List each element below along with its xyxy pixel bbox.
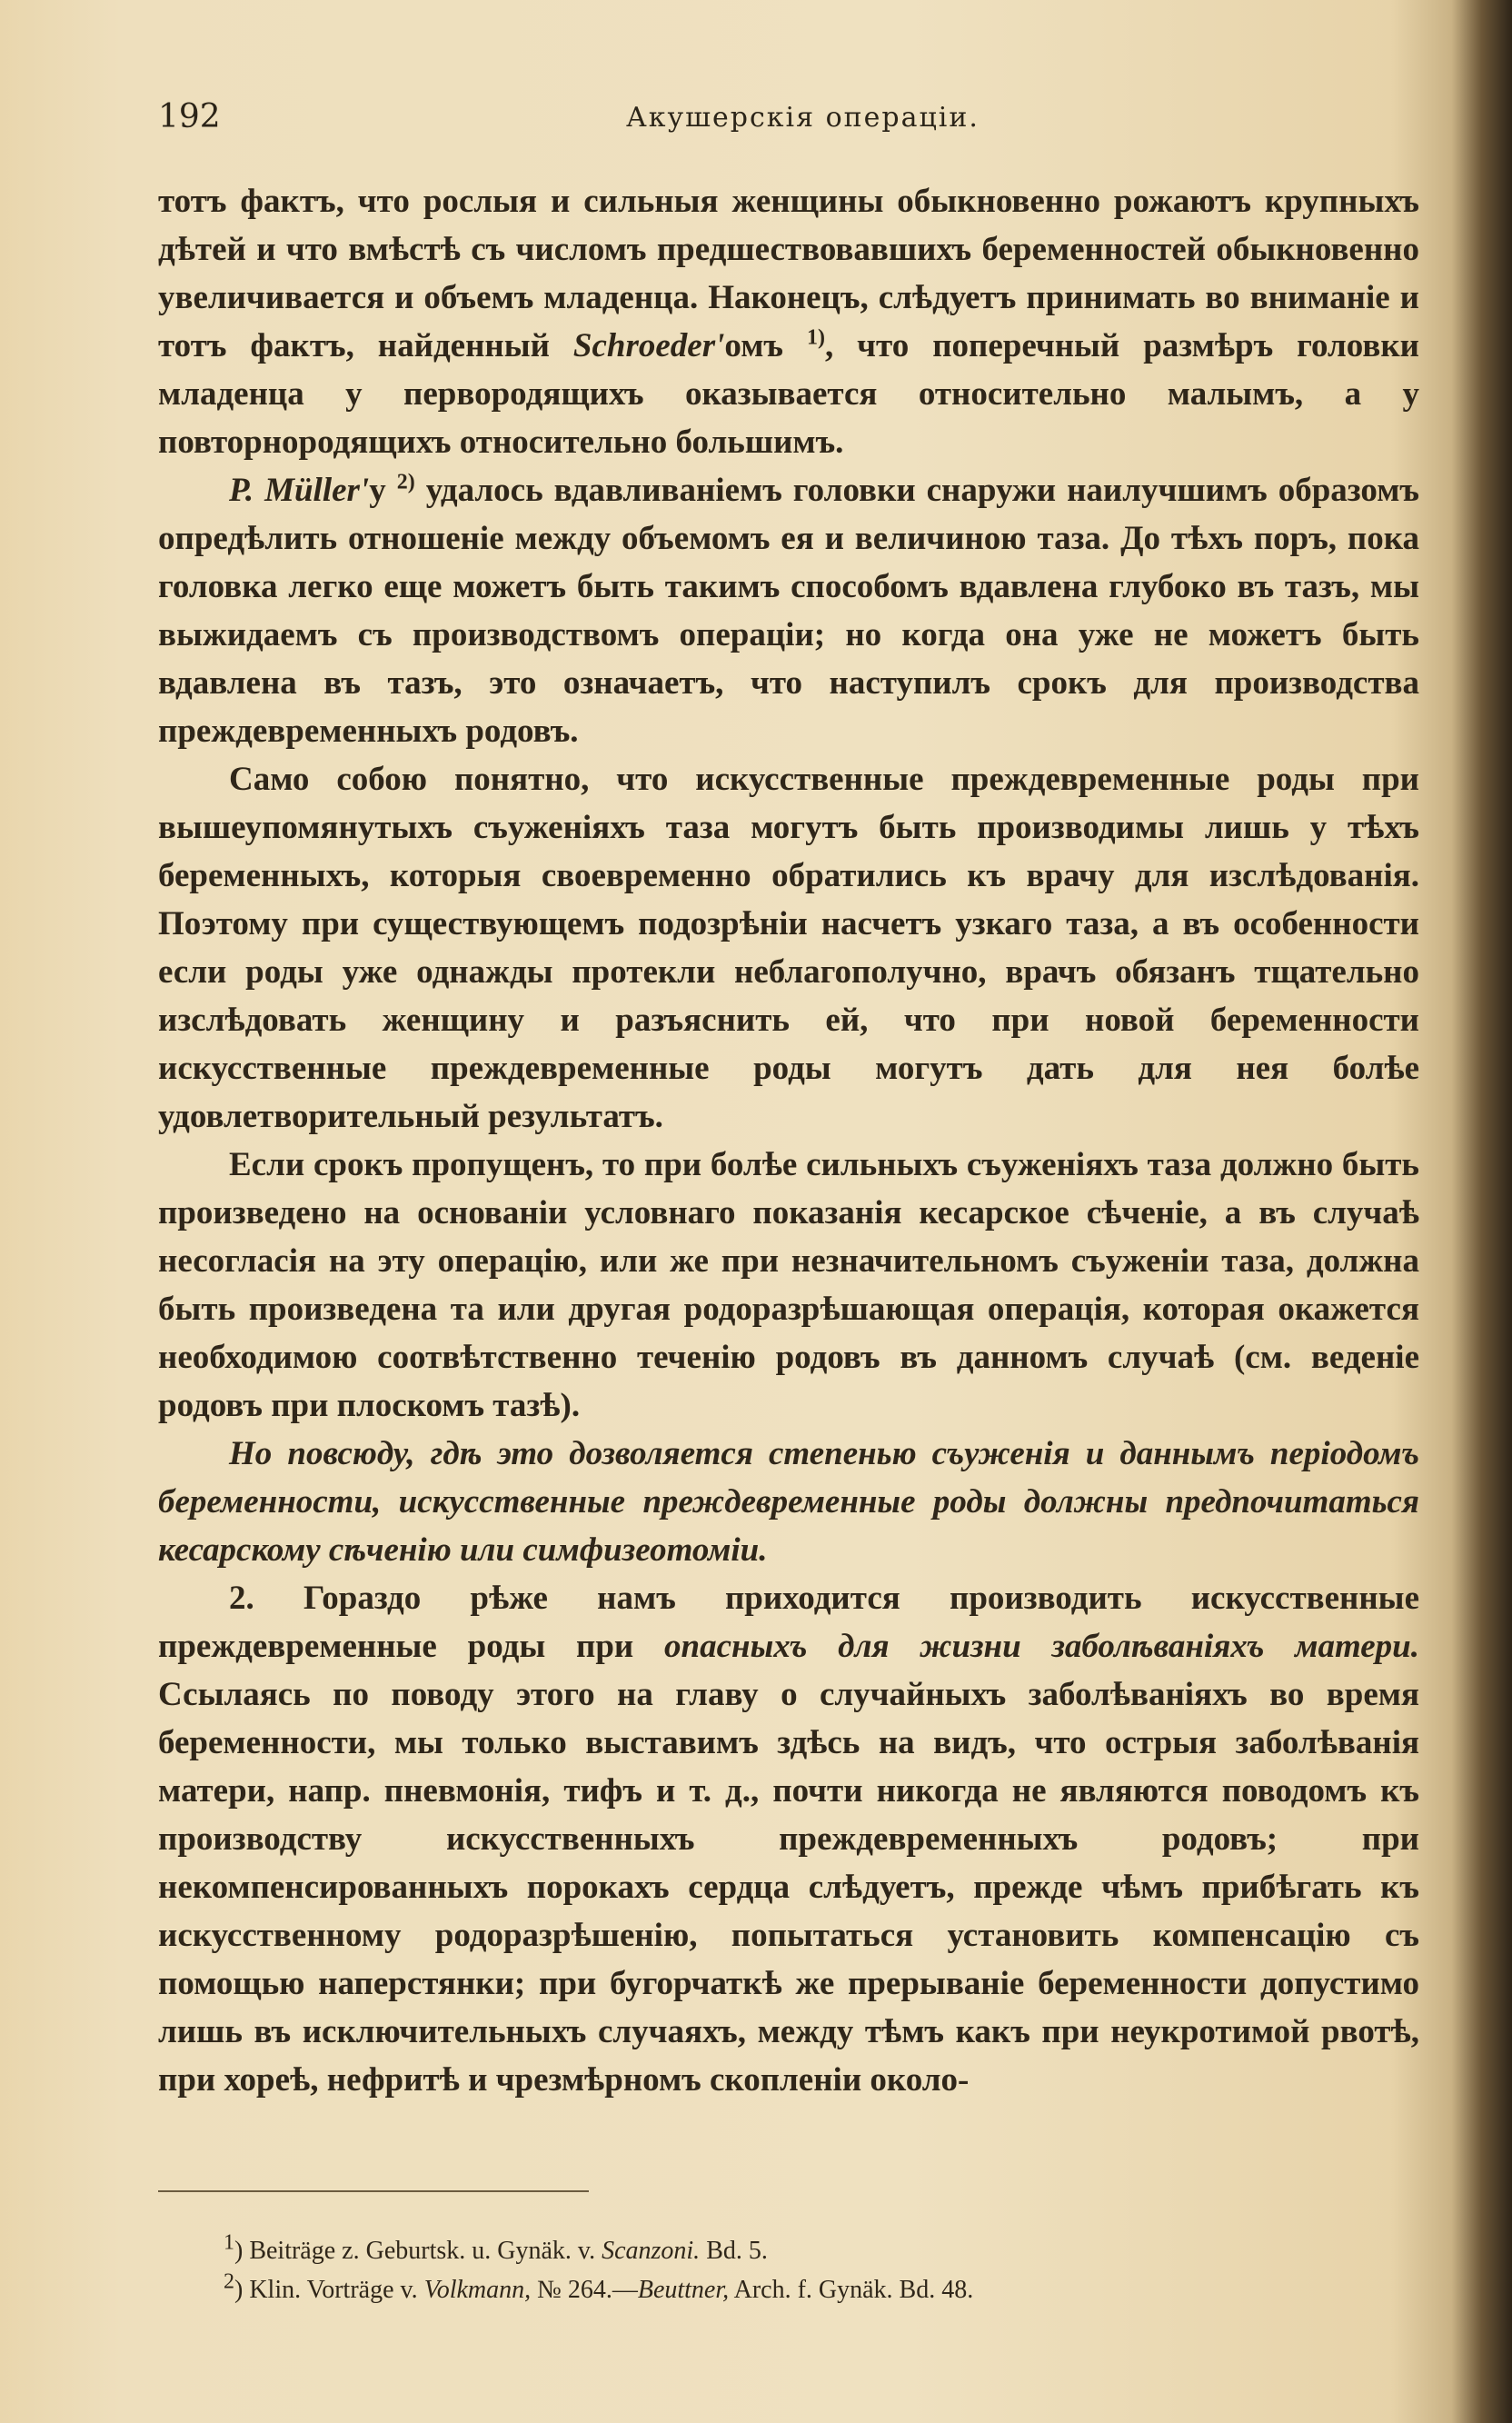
text-run: ) Klin. Vorträge v. (234, 2276, 424, 2304)
text-run: у (369, 472, 397, 509)
footnote-marker: 2 (224, 2269, 234, 2294)
italic-text: Beuttner, (637, 2276, 730, 2304)
paragraph (158, 1141, 1419, 1430)
footnote-marker: 1) (806, 325, 825, 350)
text-run: , что поперечный размѣръ головки младенца у первородящихъ оказывается относительно малымъ, а у повторнородящихъ относительно большимъ. (158, 327, 1419, 461)
footnotes (224, 2231, 1314, 2309)
running-head: Акушерскія операціи. (626, 102, 980, 134)
footnote (224, 2270, 1314, 2309)
footnote (224, 2231, 1314, 2270)
text-run: удалось вдавливаніемъ головки снаружи наилучшимъ образомъ опредѣлить отношеніе между объемомъ ея и величиною таза. До тѣхъ поръ, пока головка легко еще можетъ быть такимъ способомъ вдавлена глубоко въ тазъ, мы выжидаемъ съ производствомъ операціи; но когда она уже не можетъ быть вдавлена въ тазъ, это означаетъ, что наступилъ срокъ для производства преждевременныхъ родовъ. (158, 472, 1420, 750)
paragraph (158, 177, 1419, 466)
italic-text: P. Müller' (229, 472, 370, 509)
italic-text: опасныхъ для жизни заболѣваніяхъ матери. (664, 1628, 1420, 1665)
italic-text: Но повсюду, гдѣ это дозволяется степенью съуженія и даннымъ періодомъ беременности, искусственные преждевременные роды должны предпочитаться кесарскому сѣченію или симфизеотоміи. (158, 1435, 1419, 1569)
text-run: Bd. 5. (700, 2237, 768, 2265)
page-number: 192 (158, 98, 221, 135)
italic-text: Volkmann, (423, 2276, 532, 2304)
text-run: № 264.— (531, 2276, 638, 2304)
body-text (158, 177, 1419, 2104)
text-run: 2. Гораздо рѣже намъ приходится производить искусственные преждевременные роды при (158, 1580, 1419, 1665)
paragraph (158, 466, 1419, 755)
italic-text: Scanzoni. (602, 2237, 701, 2265)
footnote-divider (158, 2190, 589, 2192)
text-run: Само собою понятно, что искусственные преждевременные роды при вышеупомянутыхъ съуженіяхъ таза могутъ быть производимы лишь у тѣхъ беременныхъ, которыя своевременно обратились къ врачу для изслѣдованія. Поэтому при существующемъ подозрѣніи насчетъ узкаго таза, а въ особенности если роды уже однажды протекли неблагополучно, врачъ обязанъ тщательно изслѣдовать женщину и разъяснить ей, что при новой беременности искусственные преждевременные роды могутъ дать для нея болѣе удовлетворительный результатъ. (158, 761, 1419, 1135)
text-run: Arch. f. Gynäk. Bd. 48. (729, 2276, 974, 2304)
paragraph (158, 755, 1419, 1141)
text-run: Если срокъ пропущенъ, то при болѣе сильныхъ съуженіяхъ таза должно быть произведено на основаніи условнаго показанія кесарское сѣченіе, а въ случаѣ несогласія на эту операцію, или же при незначительномъ съуженіи таза, должна быть произведена та или другая родоразрѣшающая операція, которая окажется необходимою соотвѣтственно теченію родовъ въ данномъ случаѣ (см. веденіе родовъ при плоскомъ тазѣ). (158, 1146, 1419, 1424)
italic-text: Schroeder' (572, 327, 725, 364)
paragraph (158, 1574, 1419, 2104)
footnote-marker: 1 (224, 2230, 234, 2255)
text-run: омъ (724, 327, 807, 364)
text-run: ) Beiträge z. Geburtsk. u. Gynäk. v. (234, 2237, 602, 2265)
footnote-marker: 2) (396, 470, 415, 494)
text-run: тотъ фактъ, что рослыя и сильныя женщины обыкновенно рожаютъ крупныхъ дѣтей и что вмѣстѣ съ числомъ предшествовавшихъ беременностей обыкновенно увеличивается и объемъ младенца. Наконецъ, слѣдуетъ принимать во вниманіе и тотъ фактъ, найденный (158, 183, 1419, 364)
paragraph (158, 1430, 1419, 1574)
text-run: Ссылаясь по поводу этого на главу о случайныхъ заболѣваніяхъ во время беременности, мы только выставимъ здѣсь на видъ, что острыя заболѣванія матери, напр. пневмонія, тифъ и т. д., почти никогда не являются поводомъ къ производству искусственныхъ преждевременныхъ родовъ; при некомпенсированныхъ порокахъ сердца слѣдуетъ, прежде чѣмъ прибѣгать къ искусственному родоразрѣшенію, попытаться установить компенсацію съ помощью наперстянки; при бугорчаткѣ же прерываніе беременности допустимо лишь въ исключительныхъ случаяхъ, между тѣмъ какъ при неукротимой рвотѣ, при хореѣ, нефритѣ и чрезмѣрномъ скопленіи около- (158, 1676, 1419, 2099)
page-header (158, 98, 1419, 144)
